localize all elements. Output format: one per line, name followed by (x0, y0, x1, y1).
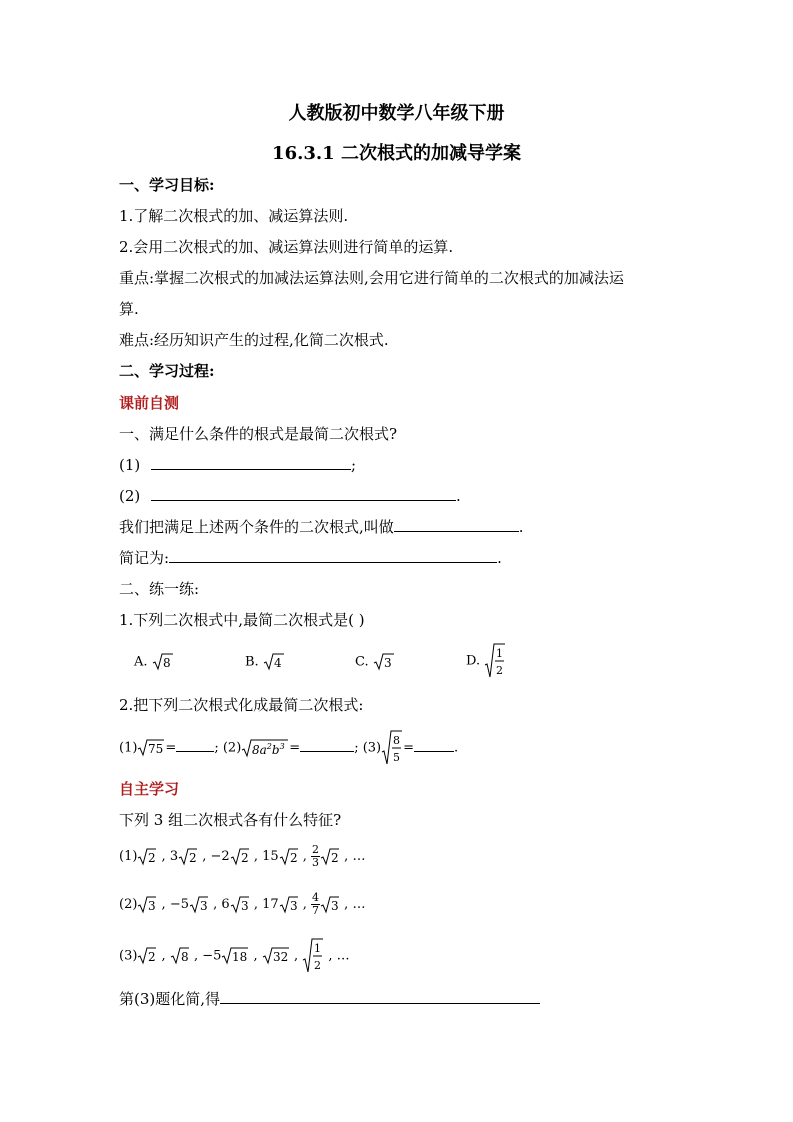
objective-2: 2.会用二次根式的加、减运算法则进行简单的运算. (119, 238, 454, 256)
group-1-radical-1 (137, 848, 157, 866)
option-c-label: C. (355, 654, 369, 670)
svg-text:2: 2 (289, 850, 298, 865)
question-simplest-radical: 一、满足什么条件的根式是最简二次根式? (119, 425, 398, 443)
simplify-2-exp-b: 3 (279, 742, 285, 751)
group-2-radical-4 (279, 896, 299, 914)
group-2-coef-4: 17 (262, 897, 279, 912)
svg-text:18: 18 (232, 950, 248, 964)
group-3-radical-1 (137, 947, 157, 965)
practice-question-1: 1.下列二次根式中,最简二次根式是( ) (119, 611, 365, 629)
simplify-1-label: (1) (119, 740, 138, 756)
simplify-sep-1: ; (214, 740, 219, 756)
option-a-radical-icon (152, 653, 174, 671)
group-2-radical-3 (230, 896, 250, 914)
group-3-ellipsis: … (336, 948, 350, 964)
summary-blank[interactable] (169, 548, 497, 563)
svg-text:1: 1 (314, 942, 322, 955)
svg-text:3: 3 (331, 898, 339, 913)
group-1-radical-4 (279, 848, 299, 866)
simplify-end: . (454, 740, 459, 756)
answer-line-1 (119, 455, 356, 475)
simplify-2-exp-a: 2 (267, 742, 273, 751)
group-2-coef-3: 6 (221, 897, 230, 912)
simplify-3-label: (3) (362, 740, 382, 756)
svg-text:2: 2 (148, 850, 157, 865)
option-d-radical-icon (484, 643, 506, 679)
group-3-simplify-text: 第(3)题化简,得 (119, 990, 221, 1008)
option-b-radical-icon (263, 653, 285, 671)
group-1-radical-5 (320, 848, 340, 866)
naming-blank[interactable] (394, 517, 519, 532)
question-group-features: 下列 3 组二次根式各有什么特征? (119, 811, 342, 829)
option-a[interactable] (134, 653, 174, 671)
answer-line-2 (119, 486, 461, 506)
group-1-radical-3 (230, 848, 250, 866)
key-point-line-1: 重点:掌握二次根式的加减法运算法则,会用它进行简单的二次根式的加减法运 (119, 269, 624, 287)
practice-question-2: 2.把下列二次根式化成最简二次根式: (119, 696, 364, 714)
group-3-radical-2 (170, 947, 190, 965)
answer-1-blank[interactable] (151, 455, 351, 470)
group-1-coef-4: 15 (262, 849, 279, 864)
answer-2-end: . (456, 487, 461, 505)
simplify-2-coef: 8a (252, 743, 268, 757)
summary-end: . (497, 549, 502, 567)
self-study-heading: 自主学习 (119, 780, 180, 798)
simplify-3-radical-icon (381, 730, 403, 766)
objective-1: 1.了解二次根式的加、减运算法则. (119, 207, 349, 225)
group-3-simplify-blank[interactable] (220, 989, 540, 1004)
pre-test-heading: 课前自测 (119, 394, 180, 412)
group-3-radical-4 (262, 947, 290, 965)
group-3-radical-5 (302, 938, 324, 974)
option-d-label: D. (466, 653, 481, 669)
option-b[interactable] (245, 653, 285, 671)
group-2-label: (2) (119, 897, 138, 912)
simplify-1-equals: = (165, 740, 177, 756)
group-3-label: (3) (119, 948, 138, 964)
document-subtitle: 16.3.1 二次根式的加减导学案 (272, 143, 521, 164)
naming-line (119, 517, 524, 537)
answer-1-label: (1) (119, 456, 141, 474)
key-point-line-2: 算. (119, 300, 139, 318)
group-1-coef-2: 3 (169, 849, 179, 864)
group-2-row: (2) 3 , −5 3 , 6 3 , 17 3 , $\frac{4}{7}$ 3 , … (119, 891, 366, 917)
option-d-numerator: 1 (496, 647, 504, 660)
group-3-row: (3) 2 , 8 , −5 18 , 32 , 1 2 , … (119, 938, 350, 975)
svg-text:2: 2 (331, 850, 339, 865)
group-2-radical-2 (189, 896, 209, 914)
section-process-heading: 二、学习过程: (119, 362, 215, 380)
simplify-1-radicand: 75 (148, 742, 164, 756)
simplify-2-var-b: b (272, 743, 280, 757)
simplify-1-radical-icon (137, 739, 165, 757)
simplify-row (119, 730, 458, 767)
simplify-sep-2: ; (354, 740, 359, 756)
option-b-label: B. (245, 654, 259, 670)
svg-text:3: 3 (148, 898, 157, 913)
simplify-2-blank[interactable] (300, 737, 354, 752)
group-2-radical-1 (137, 896, 157, 914)
svg-text:2: 2 (240, 850, 249, 865)
summary-label: 简记为: (119, 549, 170, 567)
svg-text:2: 2 (314, 959, 322, 972)
simplify-2-radical-icon (241, 738, 289, 758)
document-title: 人教版初中数学八年级下册 (288, 103, 505, 124)
svg-text:2: 2 (189, 850, 197, 865)
svg-text:8: 8 (180, 950, 189, 964)
group-1-label: (1) (119, 849, 138, 864)
svg-text:32: 32 (272, 950, 289, 964)
group-2-coef-2: −5 (169, 897, 189, 912)
simplify-2-label: (2) (222, 740, 242, 756)
group-2-fraction: $\frac{4}{7}$ (312, 891, 320, 917)
svg-text:3: 3 (200, 898, 208, 913)
simplify-3-numerator: 8 (393, 734, 401, 747)
option-d[interactable] (466, 643, 506, 679)
simplify-3-equals: = (403, 740, 415, 756)
answer-2-blank[interactable] (151, 486, 456, 501)
option-c[interactable] (355, 653, 395, 671)
practice-heading: 二、练一练: (119, 580, 200, 598)
option-a-label: A. (134, 654, 148, 670)
answer-1-end: ; (351, 456, 357, 474)
summary-line (119, 548, 502, 568)
difficulty-point: 难点:经历知识产生的过程,化简二次根式. (119, 331, 389, 349)
simplify-3-denominator: 5 (393, 751, 401, 764)
simplify-1-blank[interactable] (176, 737, 214, 752)
naming-text: 我们把满足上述两个条件的二次根式,叫做 (119, 518, 394, 536)
group-1-coef-3: −2 (210, 849, 230, 864)
group-1-radical-2 (178, 848, 198, 866)
group-3-coef-3: −5 (202, 948, 222, 964)
section-objectives-heading: 一、学习目标: (119, 176, 215, 194)
svg-text:2: 2 (148, 950, 157, 964)
svg-text:3: 3 (289, 898, 298, 913)
option-c-radical-icon (373, 653, 395, 671)
group-3-radical-3 (221, 947, 249, 965)
option-d-denominator: 2 (496, 664, 504, 677)
option-a-radicand: 8 (162, 656, 171, 670)
group-1-fraction: $\frac{2}{3}$ (312, 843, 320, 869)
simplify-2-equals: = (289, 740, 301, 756)
group-2-ellipsis: … (352, 897, 366, 912)
option-b-radicand: 4 (273, 656, 282, 670)
naming-end: . (518, 518, 524, 536)
group-1-ellipsis: … (352, 849, 366, 864)
svg-text:8a2b3 (252, 742, 285, 757)
group-2-radical-5 (320, 896, 340, 914)
simplify-3-blank[interactable] (414, 737, 454, 752)
group-3-simplify-line (119, 989, 540, 1009)
option-c-radicand: 3 (383, 656, 392, 670)
answer-2-label: (2) (119, 487, 141, 505)
group-1-row: (1) 2 , 3 2 , −2 2 , 15 2 , $\frac{2}{3}$ 2 , … (119, 843, 366, 869)
svg-text:3: 3 (240, 898, 249, 913)
